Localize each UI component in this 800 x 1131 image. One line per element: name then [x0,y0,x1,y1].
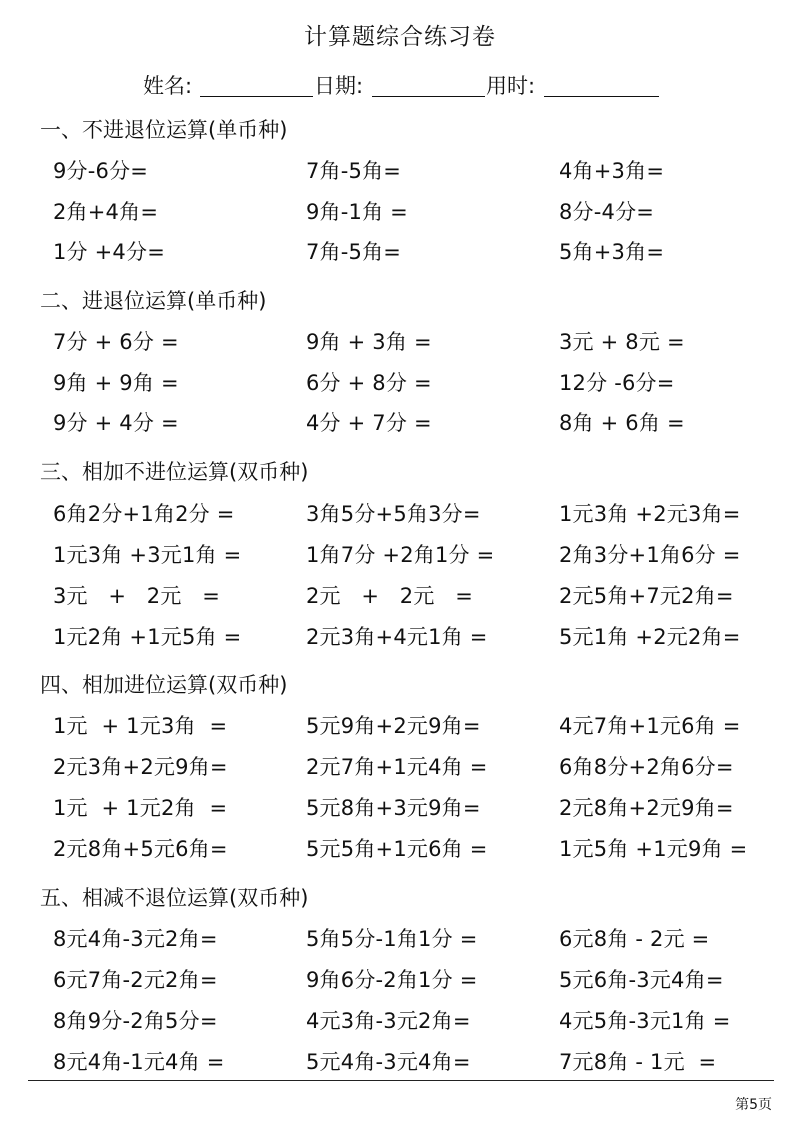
problem: 7角-5角= [306,240,402,264]
problem: 7元8角 - 1元 = [559,1050,717,1074]
problem: 9角6分-2角1分 = [306,968,478,992]
name-blank [200,96,313,97]
problem: 6元7角-2元2角= [53,968,218,992]
problem: 9分-6分= [53,159,149,183]
name-label: 姓名: [143,74,193,98]
problem: 4元3角-3元2角= [306,1009,471,1033]
problem: 5元8角+3元9角= [306,796,481,820]
section-title: 三、相加不进位运算(双币种) [40,460,309,484]
problem: 4元7角+1元6角 = [559,714,741,738]
problem: 8分-4分= [559,200,655,224]
date-label: 日期: [314,74,364,98]
problem: 1元3角 +3元1角 = [53,543,242,567]
problem: 5元4角-3元4角= [306,1050,471,1074]
footer-divider [28,1080,774,1081]
problem: 5角+3角= [559,240,665,264]
problem: 12分 -6分= [559,371,675,395]
problem: 2元 + 2元 = [306,584,473,608]
problem: 1元 + 1元2角 = [53,796,228,820]
problem: 5元1角 +2元2角= [559,625,741,649]
problem: 3元 + 8元 = [559,330,685,354]
problem: 8元4角-3元2角= [53,927,218,951]
problem: 5元9角+2元9角= [306,714,481,738]
problem: 9角 + 9角 = [53,371,179,395]
problem: 2元8角+5元6角= [53,837,228,861]
time-label: 用时: [486,74,536,98]
problem: 5角5分-1角1分 = [306,927,478,951]
page-number: 第5页 [735,1097,772,1113]
problem: 2角3分+1角6分 = [559,543,741,567]
problem: 9角-1角 = [306,200,408,224]
problem: 9分 + 4分 = [53,411,179,435]
section-title: 二、进退位运算(单币种) [40,289,267,313]
problem: 2元8角+2元9角= [559,796,734,820]
problem: 6角2分+1角2分 = [53,502,235,526]
problem: 1元2角 +1元5角 = [53,625,242,649]
problem: 8元4角-1元4角 = [53,1050,225,1074]
problem: 6分 + 8分 = [306,371,432,395]
section-title: 一、不进退位运算(单币种) [40,118,288,142]
problem: 6元8角 - 2元 = [559,927,710,951]
problem: 4元5角-3元1角 = [559,1009,731,1033]
problem: 3元 + 2元 = [53,584,220,608]
problem: 4角+3角= [559,159,665,183]
section-title: 五、相减不退位运算(双币种) [40,886,309,910]
problem: 6角8分+2角6分= [559,755,734,779]
problem: 1元 + 1元3角 = [53,714,228,738]
problem: 2元3角+4元1角 = [306,625,488,649]
problem: 7角-5角= [306,159,402,183]
date-blank [372,96,485,97]
problem: 1角7分 +2角1分 = [306,543,495,567]
problem: 2元7角+1元4角 = [306,755,488,779]
problem: 8角9分-2角5分= [53,1009,218,1033]
problem: 4分 + 7分 = [306,411,432,435]
problem: 8角 + 6角 = [559,411,685,435]
problem: 1分 +4分= [53,240,165,264]
time-blank [544,96,659,97]
problem: 2元3角+2元9角= [53,755,228,779]
problem: 1元3角 +2元3角= [559,502,741,526]
problem: 1元5角 +1元9角 = [559,837,748,861]
problem: 7分 + 6分 = [53,330,179,354]
problem: 3角5分+5角3分= [306,502,481,526]
problem: 5元6角-3元4角= [559,968,724,992]
problem: 9角 + 3角 = [306,330,432,354]
section-title: 四、相加进位运算(双币种) [40,673,288,697]
problem: 2角+4角= [53,200,159,224]
problem: 2元5角+7元2角= [559,584,734,608]
worksheet-title: 计算题综合练习卷 [304,24,496,50]
problem: 5元5角+1元6角 = [306,837,488,861]
